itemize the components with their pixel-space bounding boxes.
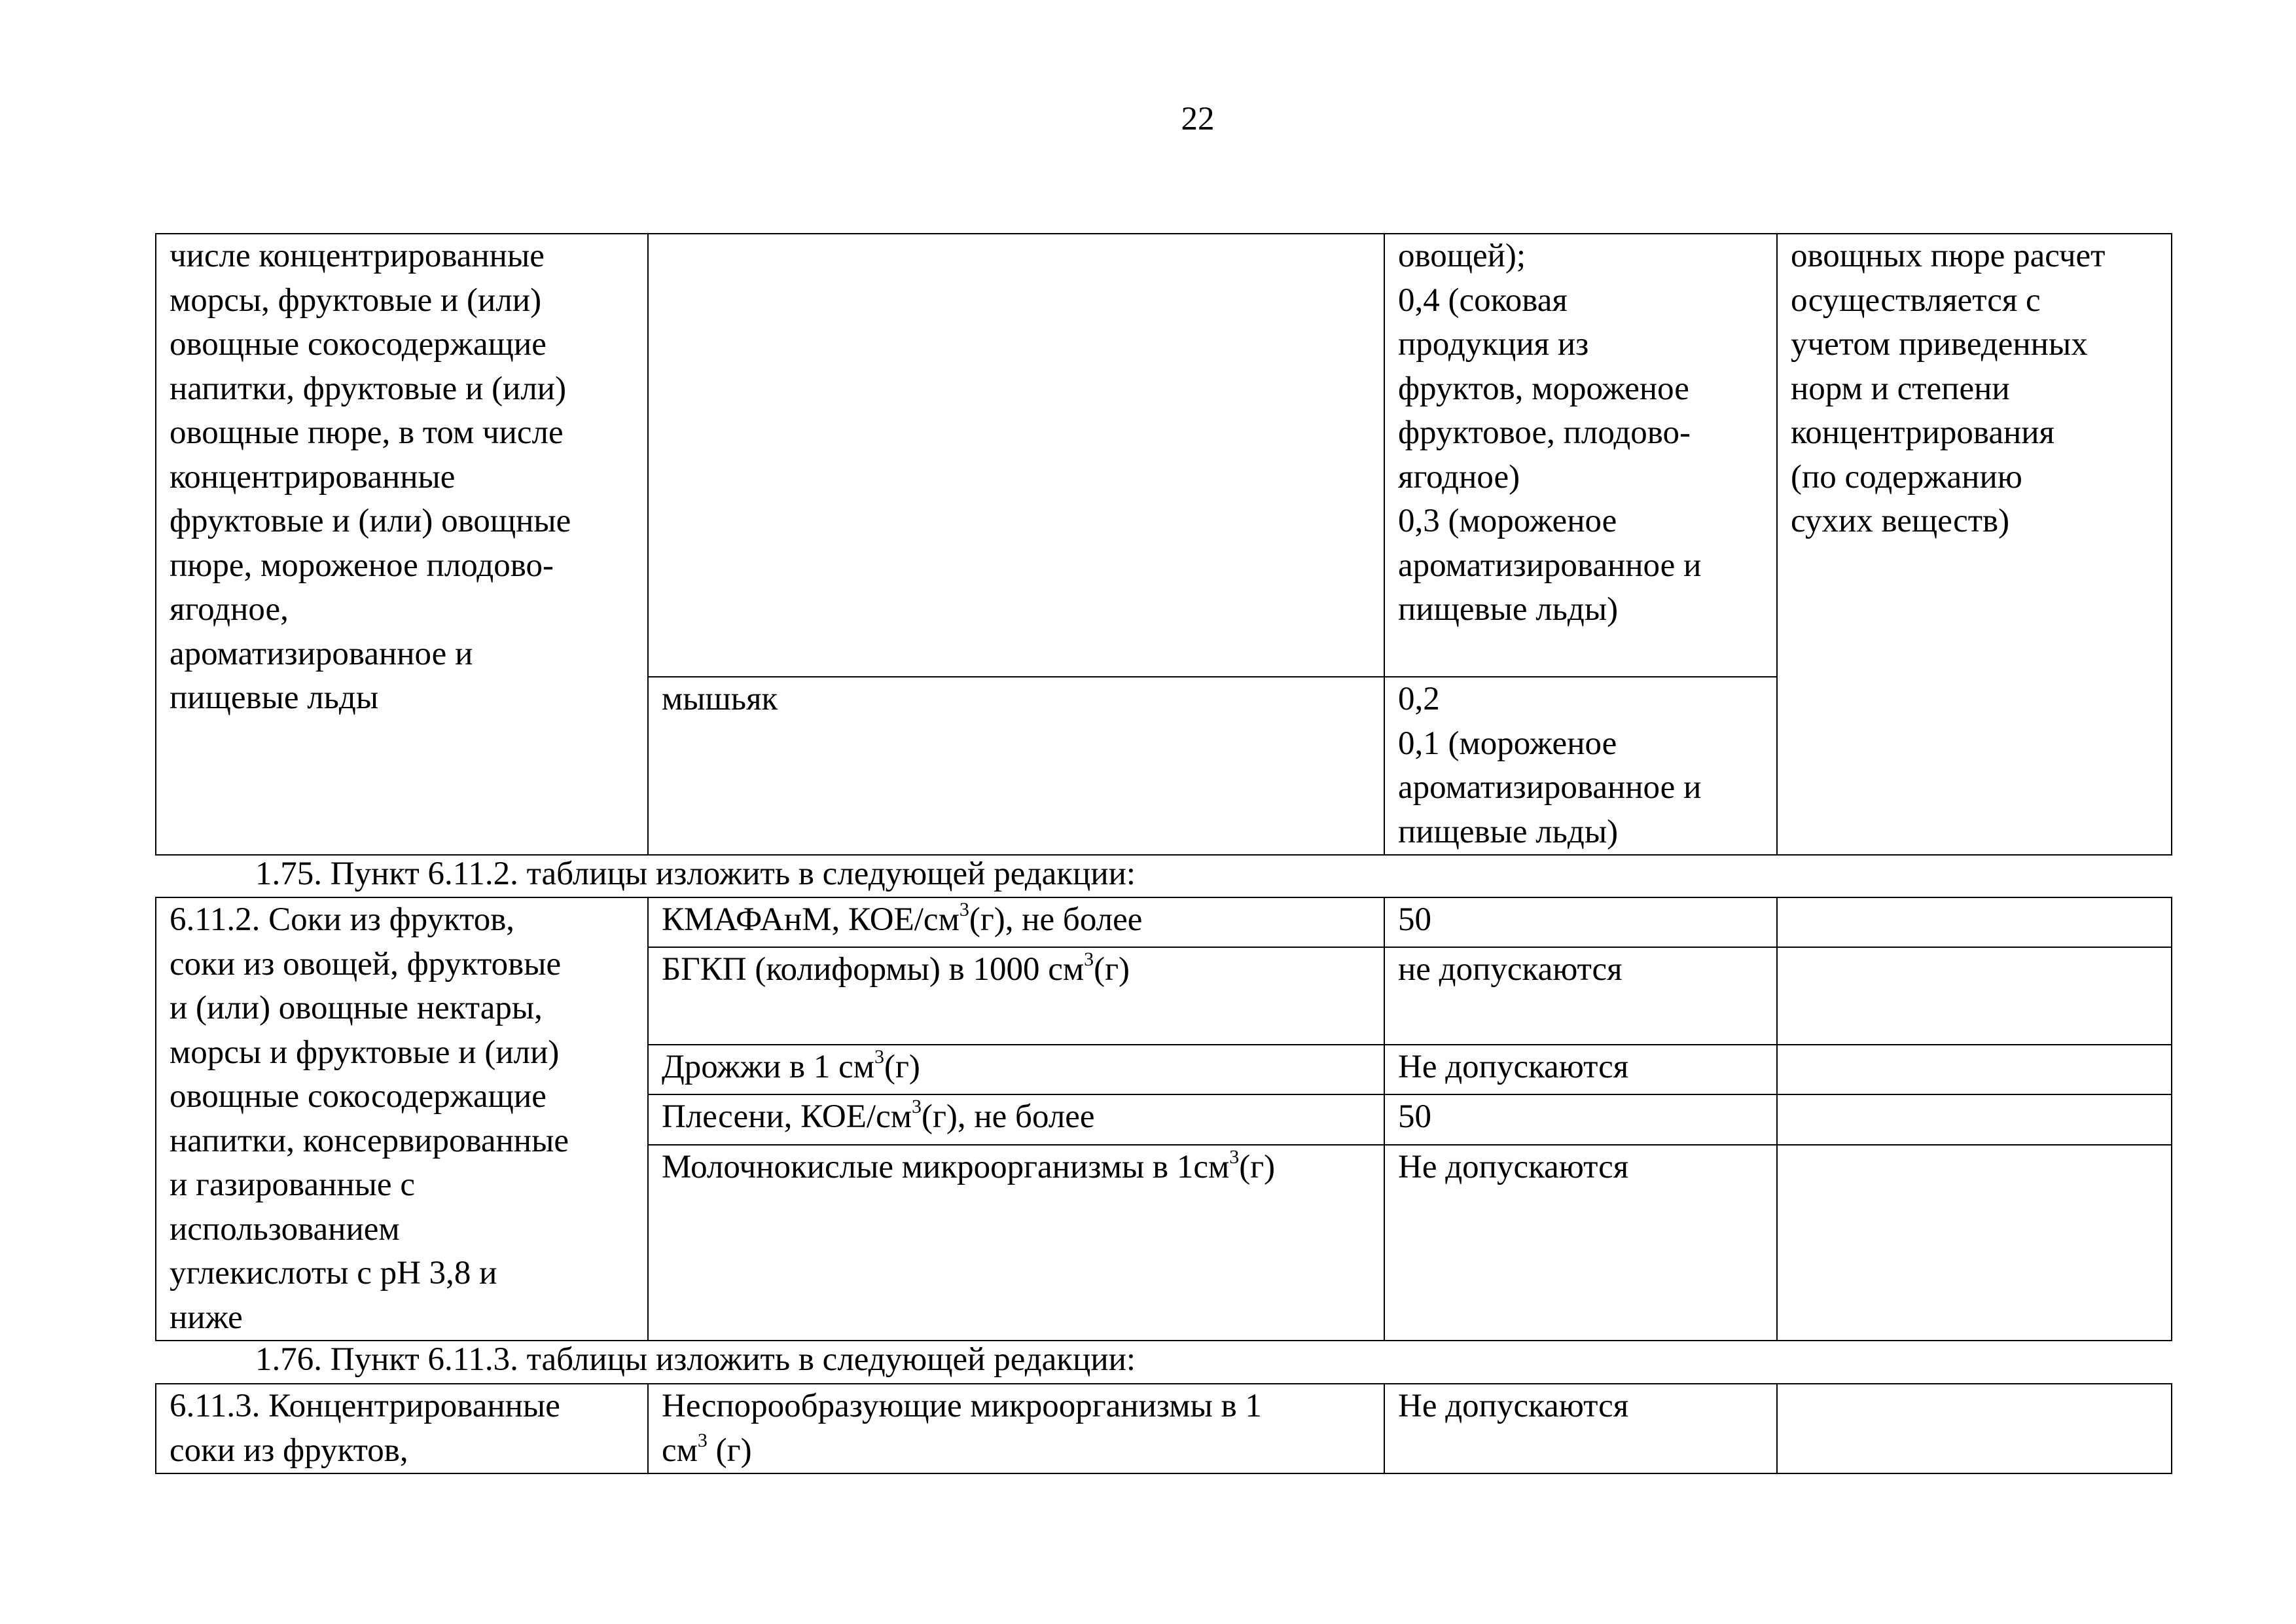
- indicator-cell: [648, 1045, 1384, 1094]
- value-cell: Не допускаются: [1384, 1145, 1777, 1341]
- note-cell: [1777, 1045, 2172, 1094]
- product-cell: 6.11.3. Концентрированные соки из фруктов,: [156, 1384, 648, 1473]
- indicator-text: Дрожжи в 1 см: [662, 1049, 875, 1086]
- superscript: 3: [959, 899, 969, 920]
- note-cell: [1777, 897, 2172, 947]
- superscript: 3: [1229, 1146, 1240, 1168]
- note-cell: [1777, 1145, 2172, 1341]
- value-cell: Не допускаются: [1384, 1384, 1777, 1473]
- superscript: 3: [874, 1046, 885, 1068]
- indicator-text: (г): [884, 1049, 920, 1086]
- indicator-text: Молочнокислые микроорганизмы в 1см: [662, 1148, 1230, 1185]
- page-number: 22: [1181, 101, 1215, 137]
- amendment-paragraph: 1.75. Пункт 6.11.2. таблицы изложить в следующей редакции:: [255, 856, 1136, 892]
- note-cell: [1777, 1094, 2172, 1144]
- value-cell: овощей); 0,4 (соковая продукция из фруктов, мороженое фруктовое, плодово- ягодное) 0,3 (мороженое ароматизированное и пищевые льды): [1384, 234, 1777, 677]
- indicator-cell: [648, 234, 1384, 677]
- norms-table-6-11-2: [155, 897, 2172, 1341]
- indicator-cell: [648, 947, 1384, 1045]
- indicator-cell: мышьяк: [648, 677, 1384, 855]
- indicator-cell: [648, 1384, 1384, 1473]
- norms-table-continuation: [155, 233, 2172, 856]
- indicator-text: (г), не более: [969, 901, 1143, 938]
- indicator-text: (г), не более: [921, 1098, 1095, 1136]
- superscript: 3: [911, 1096, 922, 1118]
- indicator-cell: [648, 1145, 1384, 1341]
- table-row: [156, 897, 2172, 947]
- value-cell: Не допускаются: [1384, 1045, 1777, 1094]
- superscript: 3: [1084, 948, 1094, 971]
- indicator-cell: [648, 897, 1384, 947]
- value-cell: 50: [1384, 1094, 1777, 1144]
- amendment-paragraph: 1.76. Пункт 6.11.3. таблицы изложить в следующей редакции:: [255, 1341, 1136, 1378]
- value-cell: 50: [1384, 897, 1777, 947]
- indicator-text: БГКП (колиформы) в 1000 см: [662, 951, 1085, 988]
- product-cell: числе концентрированные морсы, фруктовые и (или) овощные сокосодержащие напитки, фруктовые и (или) овощные пюре, в том числе концентрированные фруктовые и (или) овощные пюре, мороженое плодово- ягодное, ароматизированное и пищевые льды: [156, 234, 648, 855]
- note-cell: [1777, 947, 2172, 1045]
- value-cell: 0,2 0,1 (мороженое ароматизированное и пищевые льды): [1384, 677, 1777, 855]
- table-row: [156, 234, 2172, 677]
- indicator-text: Плесени, КОЕ/см: [662, 1098, 912, 1136]
- product-cell: 6.11.2. Соки из фруктов, соки из овощей, фруктовые и (или) овощные нектары, морсы и фруктовые и (или) овощные сокосодержащие напитки, консервированные и газированные с использованием углекислоты с рН 3,8 и ниже: [156, 897, 648, 1341]
- indicator-text: Неспорообразующие микроорганизмы в 1 см: [662, 1388, 1262, 1469]
- norms-table-6-11-3: [155, 1383, 2172, 1474]
- indicator-cell: [648, 1094, 1384, 1144]
- indicator-text: КМАФАнМ, КОЕ/см: [662, 901, 960, 938]
- indicator-text: (г): [1239, 1148, 1276, 1185]
- superscript: 3: [697, 1429, 708, 1451]
- table-row: [156, 1384, 2172, 1473]
- note-cell: [1777, 1384, 2172, 1473]
- indicator-text: (г): [707, 1432, 752, 1469]
- indicator-text: (г): [1094, 951, 1130, 988]
- value-cell: не допускаются: [1384, 947, 1777, 1045]
- note-cell: овощных пюре расчет осуществляется с учетом приведенных норм и степени концентрирования (по содержанию сухих веществ): [1777, 234, 2172, 855]
